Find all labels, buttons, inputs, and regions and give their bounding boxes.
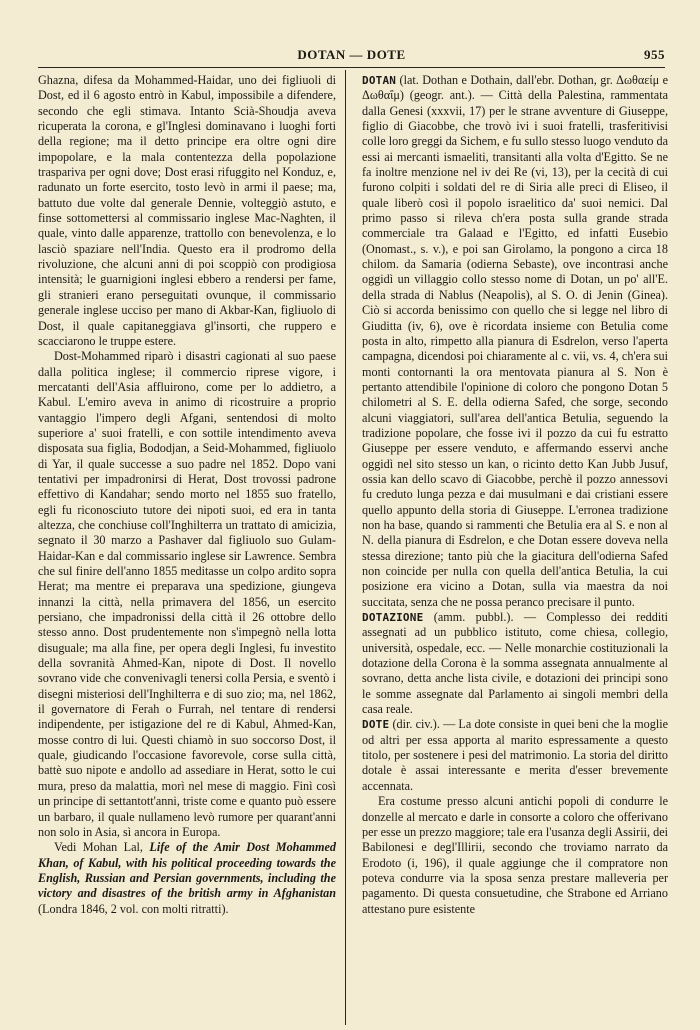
right-column xyxy=(362,73,668,917)
entry-dote xyxy=(362,717,668,794)
entry-dotan-text: (lat. Dothan e Dothain, dall'ebr. Dothan, gr. Δωθαείμ e Δωθαΐμ) (geogr. ant.). — Città della Palestina, rammentata dalla Genesi (xxxvii, 17) per le strane avventure di Giuseppe, figlio di Giacobbe, che trovò ivi i suoi fratelli, trasferitivisi colle loro greggi da Sichem, e fu sullo stesso luogo venduto da essi ai mercanti ismaeliti, transitanti alla volta d'Egitto. Se ne fa inoltre menzione nel iv dei Re (vi, 13), per la cecità di cui furono colpiti i soldati del re di Siria alle preci di Eliseo, il quale liberò così il popolo israelitico da' suoi nemici. Dal primo passo si rileva ch'era posta sulla grande strada commerciale tra Galaad e l'Egitto, ed infatti Eusebio (Onomast., s. v.), e poi san Girolamo, la pongono a circa 18 chilom. da Samaria (odierna Sebaste), ove incontrasi anche oggidì un villaggio collo stesso nome di Dotan, un po' all'E. della strada di Nablus (Neapolis), al S. O. di Jenin (Ginea). Ciò si accorda benissimo con quello che si legge nel libro di Giuditta (iv, 6), ove è ricordata insieme con Betulia come posta in alto, rimpetto alla pianura di Esdrelon, verso l'aperta campagna, dicendosi poi chiaramente al c. vii, vs. 4, ch'era sui monti contornanti la ora mentovata pianura al S. Non è pertanto attendibile l'opinione di coloro che pongono Dotan 5 chilometri al S. E. della odierna Safed, che sorge, secondo alcuni viaggiatori, sull'area dell'antica Betulia, seguendo la tradizione popolare, che fosse ivi il pozzo da cui fu estratto Giuseppe per essere venduto, e affermando esservi anche oggidì nel sito stesso un kan, o ricinto detto Kan Jubb Jusuf, ossia kan dello scavo di Giacobbe, perchè il pozzo annessovi fu creduto lunga pezza e dai musulmani e dai cristiani essere quello appunto della storia di Giuseppe. L'erronea tradizione non ha base, quando si rammenti che Betulia era al S. e non al N. della pianura di Esdrelon, e che Dotan essere doveva nella stessa direzione; tanto più che la giacitura dell'odierna Safed non coincide per nulla con quella dell'antica Betulia, la cui posizione era vicino a Dotan, sulla via maestra da noi succitata, senza che ne possa peranco precisare il punto. xyxy=(362,73,668,609)
running-head xyxy=(38,44,665,66)
page-number: 955 xyxy=(644,47,665,62)
headword-dotan: DOTAN xyxy=(362,74,397,87)
dost-bibliography xyxy=(38,840,336,917)
headword-dotazione: DOTAZIONE xyxy=(362,611,424,625)
entry-dote-text: (dir. civ.). — La dote consiste in quei beni che la moglie od altri per essa apporta al marito espressamente a questo titolo, per sostenere i pesi del matrimonio. La storia del diritto dotale è assai interessante e merita d'esser brevemente accennata. xyxy=(362,717,668,793)
running-head-title: DOTAN — DOTE xyxy=(297,47,406,62)
headword-dote: DOTE xyxy=(362,718,390,732)
entry-dotan xyxy=(362,73,668,610)
entry-dote-paragraph-2: Era costume presso alcuni antichi popoli di condurre le donzelle al mercato e darle in consorte a coloro che offerivano per esse un prezzo maggiore; tale era l'usanza degli Assirii, dei Babilonesi e degl'Illirii, secondo che troviamo narrato da Erodoto (i, 196), il quale aggiunge che il compratore non poteva condurre via la sposa senza prestare malleveria per pagamento. Di questa consuetudine, che Strabone ed Arriano attestano pure esistente xyxy=(362,794,668,916)
dost-paragraph-1: Ghazna, difesa da Mohammed-Haidar, uno dei figliuoli di Dost, ed il 6 agosto entrò in Kabul, impossibile a difendere, secondo che egli stimava. Intanto Scià-Shoudja aveva ricuperata la corona, e gl'Inglesi dominavano i luoghi forti della regione; ma il detto principe era oltre ogni dire impopolare, e la mala contentezza della popolazione traspariva per ogni dove; Dost erasi rifuggito nel Konduz, e, radunato un forte esercito, tosto levò in armi il paese; ma, battuto due volte dal generale Dennie, volteggiò astuto, e finse sottomettersi al commissario inglese Mac-Naghten, il quale, vinto dalle apparenze, trattollo con benevolenza, e lo lasciò spaziare nell'India. Questo era il prodromo della rivoluzione, che alcuni anni di poi scoppiò con prodigiosa intensità; le guarnigioni inglesi ebbero a rendersi per fame, gli stranieri erano perseguitati ovunque, il commissario generale inglese ucciso per mano di Akbar-Kan, figliuolo di Dost, il quale capitaneggiava gl'insorti, che ruppero e scacciarono le truppe estere. xyxy=(38,73,336,348)
bib-title: Life of the Amir Dost Mohammed Khan, of Kabul, with his political proceeding towards the English, Russian and Persian governments, including the victory and disastres of the british army in Afghanistan xyxy=(38,840,336,901)
bib-suffix: (Londra 1846, 2 vol. con molti ritratti). xyxy=(38,901,229,916)
entry-dotazione-text: (amm. pubbl.). — Complesso dei redditi assegnati ad un pubblico istituto, come chiesa, collegio, università, ospedale, ecc. — Nelle monarchie costituzionali la dotazione della Corona è la somma assegnata annualmente al sovrano, detta anche lista civile, e dotazioni dei principi sono le somme assegnate dal Parlamento ai singoli membri della casa reale. xyxy=(362,610,668,717)
dost-paragraph-2: Dost-Mohammed riparò i disastri cagionati al suo paese dalla politica inglese; il commercio riprese vigore, i mercatanti dell'Asia affluirono, come per lo addietro, a Kabul. L'emiro aveva in animo di ricostruire a proprio vantaggio l'impero degli Afgani, sentendosi di molto superiore a' suoi fratelli, e con sottile intendimento aveva disposata sua figlia, Bododjan, a Seid-Mohammed, figliuolo di Yar, il quale successe a suo padre nel 1852. Dopo vani tentativi per impadronirsi di Herat, Dost trovossi padrone effettivo di Kandahar; sendo morto nel 1855 suo fratello, egli fu riconosciuto tutore dei nipoti suoi, ed era in tanta altezza, che conchiuse coll'Inghilterra un trattato di amicizia, segnato il 30 marzo a Pashaver dal figliuolo suo Gulam-Haidar-Kan e dal commissario inglese sir Lawrence. Sembra che sul finire dell'anno 1855 meditasse un colpo ardito sopra Herat; ma mentre ei preparava una spedizione, giungeva innanzi la città, nella primavera del 1856, un esercito persiano, che impadronissi della città il 26 ottobre dello stesso anno. Dost prudentemente non s'impegnò nella lotta disuguale; ma alla fine, per opera degli Inglesi, fu investito della sovranità Ahmed-Kan, nipote di Dost. Il novello sovrano vide che convenivagli tenersi colla Persia, e sventò i disegni misteriosi dell'Inghilterra e di suo zio; ma, nel 1862, il governatore di Ferah o Furrah, nel tentare di rendersi indipendente, per istigazione del re di Kabul, Ahmed-Kan, mosse contro di lui. Questi chiamò in suo soccorso Dost, il quale, giudicando l'occasione favorevole, corse sulla città, battè suo nipote e andollo ad assediare in Herat, sotto le cui mura, preso da malattia, morì nel mese di maggio. Finì così un principe di settantott'anni, triste come e quanto può essere un barbaro, il quale nullameno levò rumore per quarant'anni non solo in Asia, sì ancora in Europa. xyxy=(38,349,336,839)
entry-dotazione xyxy=(362,610,668,717)
header-rule xyxy=(38,67,665,68)
left-column xyxy=(38,73,336,917)
bib-prefix: Vedi Mohan Lal, xyxy=(54,840,150,855)
column-divider xyxy=(345,70,346,1025)
